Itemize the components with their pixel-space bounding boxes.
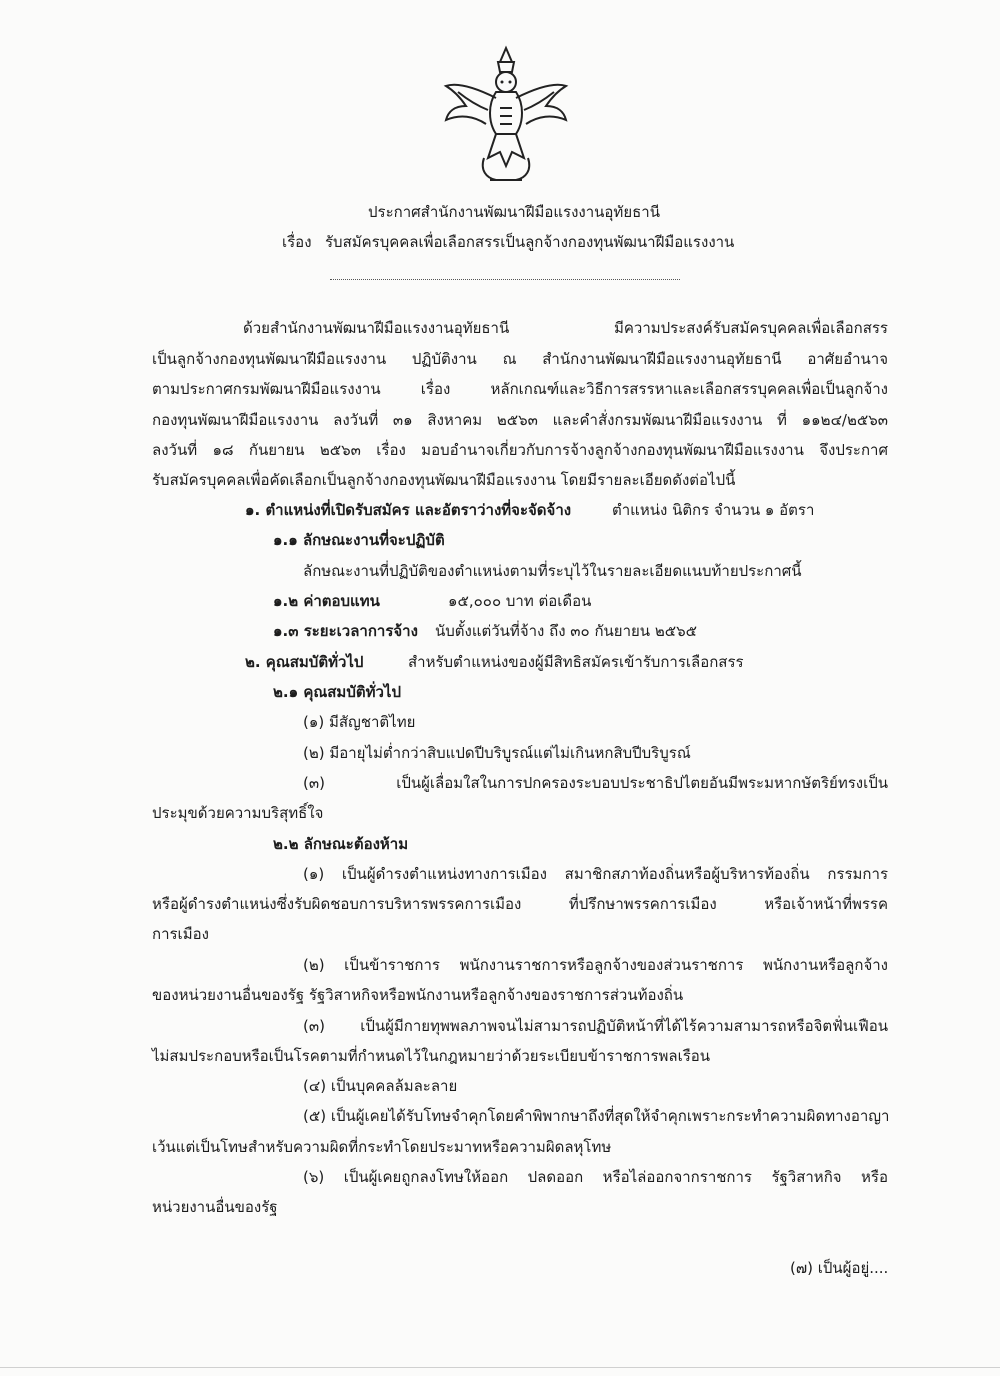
list-item-continued: ไม่สมประกอบหรือเป็นโรคตามที่กำหนดไว้ในกฎหมายว่าด้วยระเบียบข้าราชการพลเรือน <box>152 1047 711 1065</box>
section1-2-label: ๑.๒ ค่าตอบแทน <box>273 592 380 610</box>
intro-line: รับสมัครบุคคลเพื่อคัดเลือกเป็นลูกจ้างกองทุนพัฒนาฝีมือแรงงาน โดยมีรายละเอียดดังต่อไปนี้ <box>152 471 736 489</box>
intro-line: ตามประกาศกรมพัฒนาฝีมือแรงงาน เรื่อง หลักเกณฑ์และวิธีการสรรหาและเลือกสรรบุคคลเพื่อเป็นลูกจ้าง <box>152 380 888 398</box>
section1-heading: ๑. ตำแหน่งที่เปิดรับสมัคร และอัตราว่างที่จะจัดจ้าง <box>245 501 572 519</box>
scan-edge <box>0 1367 1000 1368</box>
list-item-continued: หรือผู้ดำรงตำแหน่งซึ่งรับผิดชอบการบริหารพรรคการเมือง ที่ปรึกษาพรรคการเมือง หรือเจ้าหน้าที่พรรค <box>152 895 888 913</box>
section1-detail: ตำแหน่ง นิติกร จำนวน ๑ อัตรา <box>612 501 815 519</box>
list-item-continued: เว้นแต่เป็นโทษสำหรับความผิดที่กระทำโดยประมาทหรือความผิดลหุโทษ <box>152 1138 612 1156</box>
list-item: (๕) เป็นผู้เคยได้รับโทษจำคุกโดยคำพิพากษาถึงที่สุดให้จำคุกเพราะกระทำความผิดทางอาญา <box>303 1107 890 1125</box>
subject-text: รับสมัครบุคคลเพื่อเลือกสรรเป็นลูกจ้างกองทุนพัฒนาฝีมือแรงงาน <box>325 233 735 251</box>
list-item-continued: ของหน่วยงานอื่นของรัฐ รัฐวิสาหกิจหรือพนักงานหรือลูกจ้างของราชการส่วนท้องถิ่น <box>152 986 684 1004</box>
section1-2-value: ๑๕,๐๐๐ บาท ต่อเดือน <box>448 592 592 610</box>
section1-3-label: ๑.๓ ระยะเวลาการจ้าง <box>273 622 418 640</box>
list-item: (๓) เป็นผู้เลื่อมใสในการปกครองระบอบประชาธิปไตยอันมีพระมหากษัตริย์ทรงเป็น <box>303 774 888 792</box>
garuda-emblem-icon <box>440 42 572 192</box>
subject-label: เรื่อง <box>282 233 312 251</box>
title-divider <box>330 278 680 280</box>
section1-3-value: นับตั้งแต่วันที่จ้าง ถึง ๓๐ กันยายน ๒๕๖๕ <box>435 622 697 640</box>
section2-2-heading: ๒.๒ ลักษณะต้องห้าม <box>273 835 409 853</box>
list-item: (๒) เป็นข้าราชการ พนักงานราชการหรือลูกจ้างของส่วนราชการ พนักงานหรือลูกจ้าง <box>303 956 888 974</box>
intro-line: เป็นลูกจ้างกองทุนพัฒนาฝีมือแรงงาน ปฏิบัติงาน ณ สำนักงานพัฒนาฝีมือแรงงานอุทัยธานี อาศัยอำนาจ <box>152 350 888 368</box>
list-item: (๑) มีสัญชาติไทย <box>303 713 416 731</box>
section2-1-heading: ๒.๑ คุณสมบัติทั่วไป <box>273 683 401 701</box>
intro-line: ลงวันที่ ๑๘ กันยายน ๒๕๖๓ เรื่อง มอบอำนาจเกี่ยวกับการจ้างลูกจ้างกองทุนพัฒนาฝีมือแรงงาน จึงประกาศ <box>152 441 888 459</box>
section2-detail: สำหรับตำแหน่งของผู้มีสิทธิสมัครเข้ารับการเลือกสรร <box>408 653 744 671</box>
section1-1-text: ลักษณะงานที่ปฏิบัติของตำแหน่งตามที่ระบุไว้ในรายละเอียดแนบท้ายประกาศนี้ <box>303 562 802 580</box>
list-item: (๑) เป็นผู้ดำรงตำแหน่งทางการเมือง สมาชิกสภาท้องถิ่นหรือผู้บริหารท้องถิ่น กรรมการ <box>303 865 888 883</box>
list-item: (๓) เป็นผู้มีกายทุพพลภาพจนไม่สามารถปฏิบัติหน้าที่ได้ไร้ความสามารถหรือจิตฟั่นเฟือน <box>303 1017 888 1035</box>
intro-line: ด้วยสำนักงานพัฒนาฝีมือแรงงานอุทัยธานี มีความประสงค์รับสมัครบุคคลเพื่อเลือกสรร <box>243 319 888 337</box>
continued-marker: (๗) เป็นผู้อยู่.... <box>790 1259 889 1277</box>
list-item: (๒) มีอายุไม่ต่ำกว่าสิบแปดปีบริบูรณ์แต่ไม่เกินหกสิบปีบริบูรณ์ <box>303 744 691 762</box>
list-item-continued: หน่วยงานอื่นของรัฐ <box>152 1198 278 1216</box>
announcement-title: ประกาศสำนักงานพัฒนาฝีมือแรงงานอุทัยธานี <box>368 203 660 221</box>
list-item: (๔) เป็นบุคคลล้มละลาย <box>303 1077 458 1095</box>
list-item-continued: การเมือง <box>152 925 209 943</box>
list-item-continued: ประมุขด้วยความบริสุทธิ์ใจ <box>152 804 324 822</box>
section1-1-heading: ๑.๑ ลักษณะงานที่จะปฏิบัติ <box>273 531 445 549</box>
list-item: (๖) เป็นผู้เคยถูกลงโทษให้ออก ปลดออก หรือไล่ออกจากราชการ รัฐวิสาหกิจ หรือ <box>303 1168 888 1186</box>
intro-line: กองทุนพัฒนาฝีมือแรงงาน ลงวันที่ ๓๑ สิงหาคม ๒๕๖๓ และคำสั่งกรมพัฒนาฝีมือแรงงาน ที่ ๑๑๒๔/๒๕๖๓ <box>152 411 888 429</box>
section2-heading: ๒. คุณสมบัติทั่วไป <box>245 653 364 671</box>
